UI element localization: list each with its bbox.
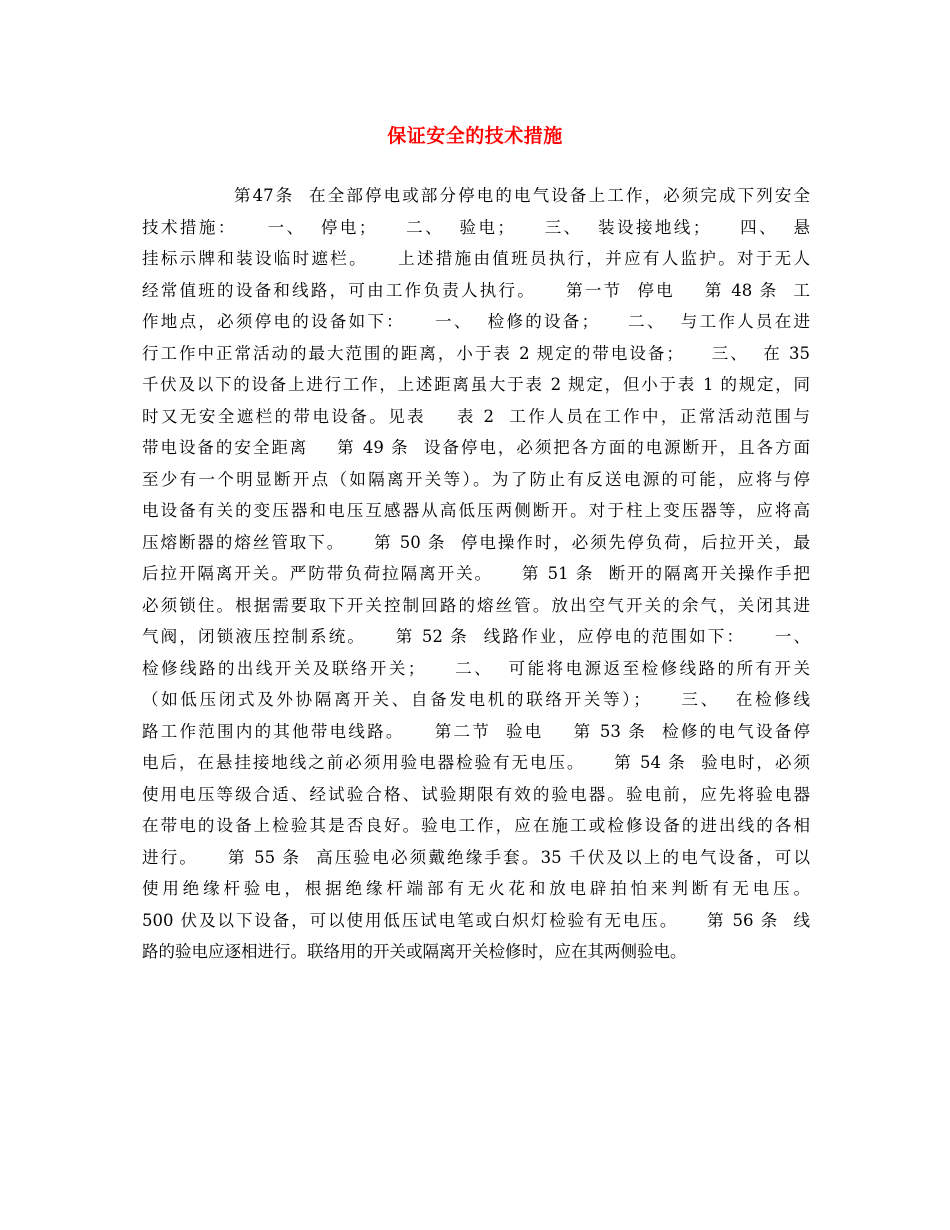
body-text-line: 挂标示牌和装设临时遮栏。 上述措施由值班员执行，并应有人监护。对于无人 (142, 249, 810, 268)
body-text-line: 时又无安全遮栏的带电设备。见表 表 2 工作人员在工作中，正常活动范围与 (142, 406, 810, 426)
document-body (142, 180, 810, 968)
body-text-line: 路的验电应逐相进行。联络用的开关或隔离开关检修时，应在其两侧验电。 (142, 942, 687, 961)
body-text-line: 使用电压等级合适、经试验合格、试验期限有效的验电器。验电前，应先将验电器 (142, 784, 810, 804)
body-text-line: 必须锁住。根据需要取下开关控制回路的熔丝管。放出空气开关的余气，关闭其进 (142, 595, 810, 615)
body-text-line: 压熔断器的熔丝管取下。 第 50 条 停电操作时，必须先停负荷，后拉开关，最 (142, 532, 810, 552)
body-text-line: 至少有一个明显断开点（如隔离开关等）。为了防止有反送电源的可能，应将与停 (142, 469, 810, 489)
body-text-line: 检修线路的出线开关及联络开关； 二、 可能将电源返至检修线路的所有开关 (142, 658, 810, 678)
body-text-line: 带电设备的安全距离 第 49 条 设备停电，必须把各方面的电源断开，且各方面 (142, 438, 810, 457)
body-text-line: 作地点，必须停电的设备如下： 一、 检修的设备； 二、 与工作人员在进 (142, 312, 810, 331)
body-text-line: 后拉开隔离开关。严防带负荷拉隔离开关。 第 51 条 断开的隔离开关操作手把 (142, 564, 810, 583)
page-title: 保证安全的技术措施 (387, 125, 563, 147)
body-text-line: 气阀，闭锁液压控制系统。 第 52 条 线路作业，应停电的范围如下： 一、 (142, 627, 810, 646)
body-text-line: （如低压闭式及外协隔离开关、自备发电机的联络开关等）； 三、 在检修线 (142, 690, 810, 709)
body-text-line: 电设备有关的变压器和电压互感器从高低压两侧断开。对于柱上变压器等，应将高 (142, 501, 810, 520)
body-text-line: 路工作范围内的其他带电线路。 第二节 验电 第 53 条 检修的电气设备停 (142, 721, 810, 741)
body-text-line: 第47条 在全部停电或部分停电的电气设备上工作，必须完成下列安全 (234, 186, 810, 205)
body-text-line: 500 伏及以下设备，可以使用低压试电笔或白炽灯检验有无电压。 第 56 条 线 (142, 910, 810, 930)
body-text-line: 在带电的设备上检验其是否良好。验电工作，应在施工或检修设备的进出线的各相 (142, 816, 810, 835)
body-text-line: 技术措施： 一、 停电； 二、 验电； 三、 装设接地线； 四、 悬 (142, 217, 810, 237)
body-text-line: 进行。 第 55 条 高压验电必须戴绝缘手套。35 千伏及以上的电气设备，可以 (142, 847, 810, 867)
body-text-line: 使用绝缘杆验电，根据绝缘杆端部有无火花和放电辟拍怕来判断有无电压。 (142, 879, 810, 898)
body-text-line: 电后，在悬挂接地线之前必须用验电器检验有无电压。 第 54 条 验电时，必须 (142, 753, 810, 772)
body-text-line: 千伏及以下的设备上进行工作，上述距离虽大于表 2 规定，但小于表 1 的规定，同 (142, 375, 810, 394)
body-text-line: 行工作中正常活动的最大范围的距离，小于表 2 规定的带电设备； 三、 在 35 (142, 343, 810, 363)
body-text-line: 经常值班的设备和线路，可由工作负责人执行。 第一节 停电 第 48 条 工 (142, 280, 810, 300)
